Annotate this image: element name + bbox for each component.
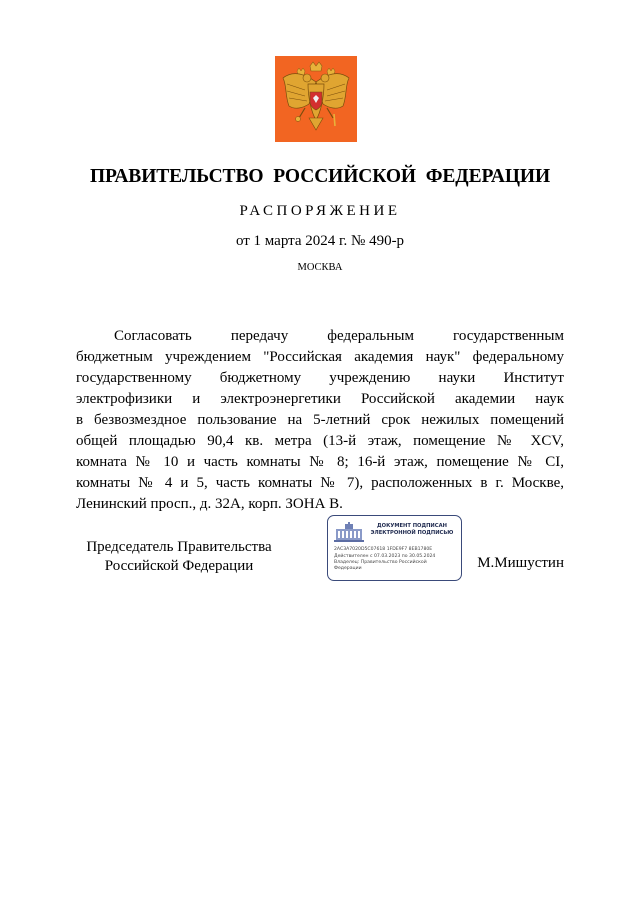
document-date-number: от 1 марта 2024 г. № 490-р [235, 233, 405, 249]
signer-position-line2: Российской Федерации [104, 558, 254, 574]
body-line: комнаты № 4 и 5, часть комнаты № 7), расположенных в г. Москве, [76, 475, 564, 491]
stamp-heading-line1: ДОКУМЕНТ ПОДПИСАН [377, 523, 447, 529]
government-building-icon [334, 522, 364, 542]
signer-position-line1: Председатель Правительства [86, 539, 272, 555]
document-city: МОСКВА [297, 262, 343, 273]
body-line: бюджетным учреждением "Российская академия наук" федеральному [76, 349, 564, 365]
certificate-owner: Владелец: Правительство Российской Федерации [334, 560, 427, 571]
body-line: комната № 10 и часть комнаты № 8; 16-й этаж, помещение № CI, [76, 454, 564, 470]
body-line: общей площадью 90,4 кв. метра (13-й этаж, помещение № XCV, [76, 433, 564, 449]
government-title: ПРАВИТЕЛЬСТВО РОССИЙСКОЙ ФЕДЕРАЦИИ [89, 166, 551, 187]
body-line: государственному бюджетному учреждению науки Институт [76, 370, 564, 386]
body-line: Согласовать передачу федеральным государственным [114, 328, 564, 344]
certificate-validity: Действителен с 07.03.2023 по 30.05.2024 [334, 554, 436, 559]
coat-of-arms-emblem [275, 56, 357, 142]
signer-name: М.Мишустин [477, 555, 564, 571]
signer-position [64, 538, 294, 576]
body-line: электрофизики и электроэнергетики Российской академии наук [76, 391, 564, 407]
electronic-signature-stamp [327, 515, 462, 581]
document-type: РАСПОРЯЖЕНИЕ [239, 203, 401, 219]
stamp-heading-line2: ЭЛЕКТРОННОЙ ПОДПИСЬЮ [370, 529, 454, 536]
stamp-heading [366, 523, 458, 536]
body-line: в безвозмездное пользование на 5-летний срок нежилых помещений [76, 412, 564, 428]
order-body [76, 326, 564, 515]
certificate-serial: 2AC3A7020D5C07618 1FDE9F7 8EB1780E [334, 547, 433, 552]
body-line: Ленинский просп., д. 32А, корп. ЗОНА В. [76, 496, 343, 512]
